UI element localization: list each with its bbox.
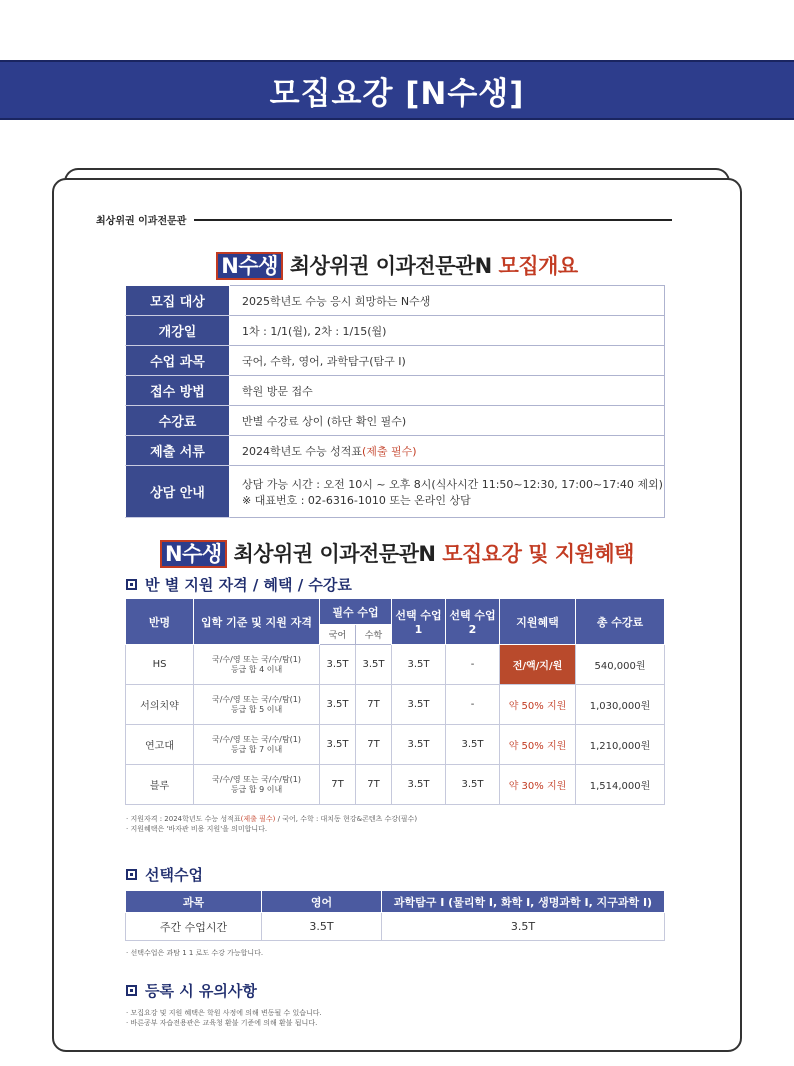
elective2-hours: 3.5T	[446, 765, 500, 805]
registration-section-label: 등록 시 유의사항	[145, 982, 257, 1000]
korean-hours: 3.5T	[320, 725, 356, 765]
square-bullet-icon	[126, 579, 137, 590]
elective1-hours: 3.5T	[392, 685, 446, 725]
elective-section-title	[126, 864, 203, 885]
weekly-hours-label: 주간 수업시간	[126, 913, 262, 941]
class-criteria	[194, 765, 320, 805]
english-hours: 3.5T	[262, 913, 382, 941]
overview-row	[126, 316, 665, 346]
overview-row	[126, 466, 665, 518]
elective1-hours: 3.5T	[392, 645, 446, 685]
overview-value: 국어, 수학, 영어, 과학탐구(탐구 I)	[230, 346, 665, 376]
overview-heading-text: 최상위권 이과전문관N	[282, 254, 499, 278]
overview-value-text: 2024학년도 수능 성적표	[242, 444, 362, 458]
overview-label: 개강일	[126, 316, 230, 346]
registration-section-title	[126, 980, 257, 1001]
col-elective1: 선택 수업1	[392, 599, 446, 645]
class-name: 서의치약	[126, 685, 194, 725]
criteria-line: 등급 합 7 이내	[230, 744, 283, 754]
elective2-hours: 3.5T	[446, 725, 500, 765]
class-criteria	[194, 725, 320, 765]
square-bullet-icon	[126, 869, 137, 880]
math-hours: 7T	[356, 685, 392, 725]
col-korean: 국어	[320, 625, 356, 645]
elective-header-row	[126, 891, 665, 913]
overview-label: 제출 서류	[126, 436, 230, 466]
table-row	[126, 765, 665, 805]
table-row	[126, 913, 665, 941]
overview-value: 학원 방문 접수	[230, 376, 665, 406]
elective1-hours: 3.5T	[392, 725, 446, 765]
overview-table	[125, 285, 665, 518]
total-fee: 1,030,000원	[576, 685, 665, 725]
criteria-line: 국/수/영 또는 국/수/탐(1)	[211, 734, 302, 744]
col-fee: 총 수강료	[576, 599, 665, 645]
benefit-text: 약 50% 지원	[500, 685, 576, 725]
requirements-heading	[54, 538, 740, 568]
class-table	[125, 598, 665, 805]
elective1-hours: 3.5T	[392, 765, 446, 805]
col-required: 필수 수업	[320, 599, 392, 625]
overview-row	[126, 376, 665, 406]
class-criteria	[194, 685, 320, 725]
class-header-row	[126, 599, 665, 625]
class-criteria	[194, 645, 320, 685]
class-notes	[126, 814, 417, 834]
consult-phone: ※ 대표번호 : 02-6316-1010 또는 온라인 상담	[242, 493, 471, 507]
col-science: 과학탐구 I (물리학 I, 화학 I, 생명과학 I, 지구과학 I)	[382, 891, 665, 913]
class-name: 블루	[126, 765, 194, 805]
overview-heading	[54, 250, 740, 280]
overview-heading-accent: 모집개요	[498, 254, 578, 278]
overview-label: 접수 방법	[126, 376, 230, 406]
requirements-heading-tag: N수생	[160, 540, 227, 568]
title-banner	[0, 60, 794, 120]
note-text: / 국어, 수학 : 대치동 현강&콘텐츠 수강(필수)	[275, 815, 418, 823]
content-card	[52, 178, 742, 1052]
class-note	[126, 814, 417, 824]
criteria-line: 등급 합 9 이내	[230, 784, 283, 794]
benefit-text: 약 30% 지원	[500, 765, 576, 805]
benefit-text: 약 50% 지원	[500, 725, 576, 765]
col-class: 반명	[126, 599, 194, 645]
table-row	[126, 685, 665, 725]
elective2-hours: -	[446, 645, 500, 685]
overview-value: 1차 : 1/1(월), 2차 : 1/15(월)	[230, 316, 665, 346]
note-required: (제출 필수)	[240, 815, 276, 823]
note-text: · 지원자격 : 2024학년도 수능 성적표	[126, 815, 241, 823]
consult-hours: 상담 가능 시간 : 오전 10시 ~ 오후 8시(식사시간 11:50~12:30, 17:00~17:40 제외)	[242, 477, 663, 491]
col-english: 영어	[262, 891, 382, 913]
criteria-line: 국/수/영 또는 국/수/탐(1)	[211, 694, 302, 704]
brand-divider	[194, 219, 672, 221]
overview-value-required: (제출 필수)	[362, 444, 417, 458]
overview-row	[126, 346, 665, 376]
page-title: 모집요강 [N수생]	[269, 75, 525, 112]
col-subject: 과목	[126, 891, 262, 913]
brand-line	[96, 212, 672, 227]
overview-row	[126, 286, 665, 316]
math-hours: 7T	[356, 725, 392, 765]
table-row	[126, 645, 665, 685]
col-criteria: 입학 기준 및 지원 자격	[194, 599, 320, 645]
registration-note: · 바른공부 자습전용관은 교육청 환불 기준에 의해 환불 됩니다.	[126, 1019, 318, 1027]
total-fee: 1,210,000원	[576, 725, 665, 765]
criteria-line: 국/수/영 또는 국/수/탐(1)	[211, 774, 302, 784]
brand-label: 최상위권 이과전문관	[96, 216, 187, 227]
korean-hours: 3.5T	[320, 645, 356, 685]
science-hours: 3.5T	[382, 913, 665, 941]
class-name: HS	[126, 645, 194, 685]
class-name: 연고대	[126, 725, 194, 765]
class-section-label: 반 별 지원 자격 / 혜택 / 수강료	[145, 576, 352, 594]
overview-row	[126, 406, 665, 436]
korean-hours: 3.5T	[320, 685, 356, 725]
overview-heading-tag: N수생	[216, 252, 283, 280]
overview-label: 상담 안내	[126, 466, 230, 518]
col-math: 수학	[356, 625, 392, 645]
total-fee: 540,000원	[576, 645, 665, 685]
registration-notes	[126, 1008, 322, 1028]
elective-note: · 선택수업은 과탐 1 1 로도 수강 가능합니다.	[126, 949, 264, 957]
criteria-line: 등급 합 4 이내	[230, 664, 283, 674]
requirements-heading-accent: 모집요강 및 지원혜택	[442, 542, 634, 566]
math-hours: 3.5T	[356, 645, 392, 685]
registration-note: · 모집요강 및 지원 혜택은 학원 사정에 의해 변동될 수 있습니다.	[126, 1009, 322, 1017]
total-fee: 1,514,000원	[576, 765, 665, 805]
overview-label: 수업 과목	[126, 346, 230, 376]
elective2-hours: -	[446, 685, 500, 725]
elective-section-label: 선택수업	[145, 866, 203, 884]
table-row	[126, 725, 665, 765]
square-bullet-icon	[126, 985, 137, 996]
col-benefit: 지원혜택	[500, 599, 576, 645]
overview-value: 반별 수강료 상이 (하단 확인 필수)	[230, 406, 665, 436]
overview-row	[126, 436, 665, 466]
requirements-heading-text: 최상위권 이과전문관N	[226, 542, 443, 566]
overview-label: 모집 대상	[126, 286, 230, 316]
class-section-title	[126, 574, 352, 595]
math-hours: 7T	[356, 765, 392, 805]
criteria-line: 국/수/영 또는 국/수/탐(1)	[211, 654, 302, 664]
elective-table	[125, 890, 665, 941]
benefit-badge: 전/액/지/원	[500, 645, 576, 685]
overview-value: 2025학년도 수능 응시 희망하는 N수생	[230, 286, 665, 316]
criteria-line: 등급 합 5 이내	[230, 704, 283, 714]
class-note: · 지원혜택은 '바자관 비용 지원'을 의미합니다.	[126, 825, 268, 833]
overview-label: 수강료	[126, 406, 230, 436]
overview-value	[230, 436, 665, 466]
korean-hours: 7T	[320, 765, 356, 805]
overview-value	[230, 466, 665, 518]
col-elective2: 선택 수업2	[446, 599, 500, 645]
